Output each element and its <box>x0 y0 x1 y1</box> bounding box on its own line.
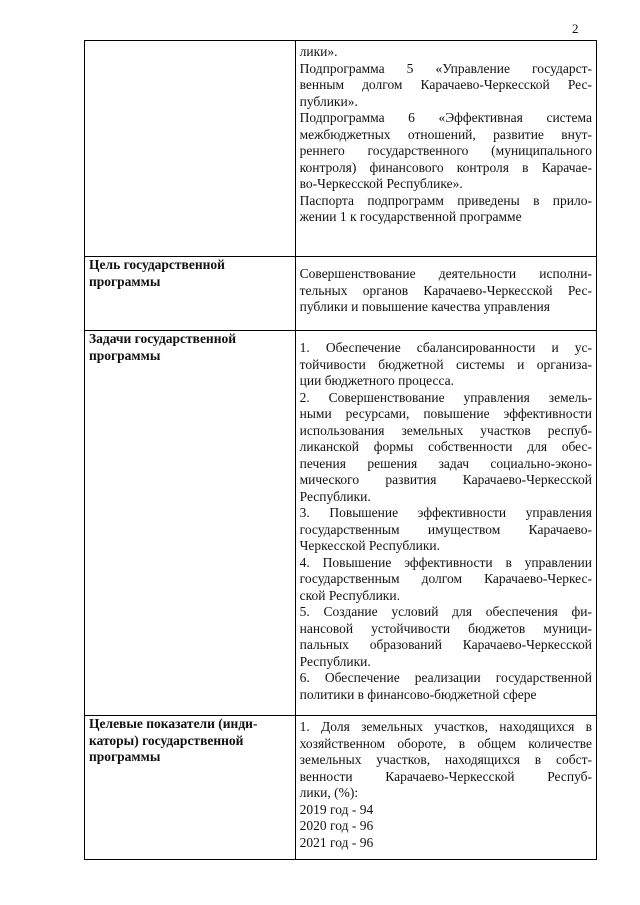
content-line: политики в финансово-бюджетной сфере <box>299 686 537 702</box>
row-content-indicators <box>295 716 596 860</box>
content-line: жении 1 к государственной программе <box>299 209 522 224</box>
content-line: контроля) финансового контроля в Карачае- <box>299 159 592 175</box>
content-line: публики». <box>299 93 358 109</box>
content-line: 3. Повышение эффективности управления <box>299 505 592 520</box>
content-line: Совершенствование деятельности исполни- <box>299 266 592 281</box>
content-line: использования земельных участков респуб- <box>299 422 592 438</box>
content-line: 2021 год - 96 <box>299 834 374 850</box>
content-line: 5. Создание условий для обеспечения фи- <box>299 604 592 619</box>
page-number: 2 <box>572 21 579 36</box>
row-label-tasks <box>85 331 296 716</box>
row-content-goal <box>295 257 596 331</box>
content-line: ской Республики. <box>299 587 400 603</box>
content-line: венным долгом Карачаево-Черкесской Рес- <box>299 77 592 92</box>
label-line: программы <box>89 273 161 289</box>
content-line: 1. Доля земельных участков, находящихся в <box>299 719 592 734</box>
content-line: Подпрограмма 5 «Управление государст- <box>299 60 592 76</box>
content-line: публики и повышение качества управления <box>299 299 550 314</box>
label-line: каторы) государственной <box>89 732 244 748</box>
label-line: Целевые показатели (инди- <box>89 716 258 731</box>
content-line: Паспорта подпрограмм приведены в прило- <box>299 192 592 208</box>
content-line: Черкесской Республики. <box>299 538 441 553</box>
row-label-goal <box>85 257 296 331</box>
table-row-subprograms <box>85 41 597 257</box>
content-line: 1. Обеспечение сбалансированности и ус- <box>299 340 592 355</box>
content-line: лики». <box>299 44 338 59</box>
content-line: государственным имуществом Карачаево- <box>299 521 592 537</box>
row-content-subprograms <box>295 41 596 257</box>
content-line: тойчивости бюджетной системы и организа- <box>299 356 592 372</box>
content-line: венности Карачаево-Черкесской Респуб- <box>299 768 592 784</box>
label-line: Задачи государственной <box>89 331 237 346</box>
row-content-tasks <box>295 331 596 716</box>
content-line: хозяйственном обороте, в общем количестве <box>299 735 592 751</box>
content-line: ными ресурсами, повышение эффективности <box>299 406 592 421</box>
content-line: пальных образований Карачаево-Черкесской <box>299 637 592 652</box>
content-line: 2019 год - 94 <box>299 801 374 817</box>
content-line: мического развития Карачаево-Черкесской <box>299 472 592 487</box>
content-line: лики, (%): <box>299 785 359 800</box>
content-line: 6. Обеспечение реализации государственной <box>299 670 592 685</box>
row-label-empty <box>85 41 296 257</box>
program-passport-table <box>84 40 597 860</box>
content-line: ликанской формы собственности для обес- <box>299 439 592 454</box>
content-line: Республики. <box>299 488 371 504</box>
content-line: во-Черкесской Республике». <box>299 176 463 191</box>
label-line: программы <box>89 749 161 764</box>
content-line: земельных участков, находящихся в собст- <box>299 752 592 767</box>
label-line: Цель государственной <box>89 257 225 272</box>
content-line: нансовой устойчивости бюджетов муници- <box>299 620 592 636</box>
table-row-tasks <box>85 331 597 716</box>
content-line: реннего государственного (муниципального <box>299 143 592 158</box>
content-line: государственным долгом Карачаево-Черкес- <box>299 571 592 586</box>
table-row-goal <box>85 257 597 331</box>
table-row-indicators <box>85 716 597 860</box>
content-line: 2020 год - 96 <box>299 818 374 833</box>
row-label-indicators <box>85 716 296 860</box>
content-line: 2. Совершенствование управления земель- <box>299 389 592 405</box>
content-line: ции бюджетного процесса. <box>299 373 454 388</box>
content-line: Республики. <box>299 653 371 669</box>
content-line: Подпрограмма 6 «Эффективная система <box>299 110 592 125</box>
content-line: межбюджетных отношений, развитие внут- <box>299 126 592 142</box>
label-line: программы <box>89 347 161 363</box>
content-line: 4. Повышение эффективности в управлении <box>299 554 592 570</box>
content-line: печения решения задач социально-эконо- <box>299 455 592 471</box>
content-line: тельных органов Карачаево-Черкесской Рес- <box>299 282 592 298</box>
